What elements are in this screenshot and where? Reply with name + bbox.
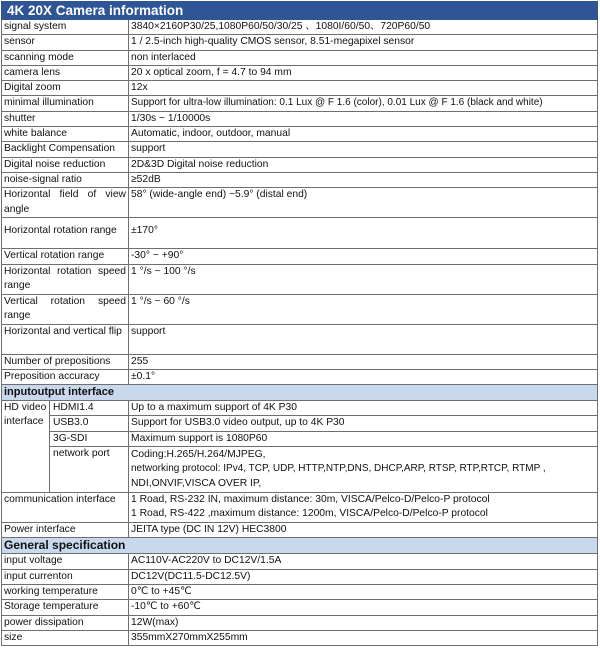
- spec-row: [2, 354, 598, 369]
- spec-label: Horizontal field of view angle: [2, 188, 129, 218]
- spec-label: sensor: [2, 35, 129, 50]
- network-row: [2, 447, 598, 493]
- general-row: [2, 630, 598, 645]
- general-value: 0℃ to +45℃: [129, 584, 598, 599]
- spec-value: 255: [129, 354, 598, 369]
- hd-sub-label: USB3.0: [50, 416, 129, 431]
- spec-value: 12x: [129, 81, 598, 96]
- spec-row: [2, 127, 598, 142]
- general-row: [2, 615, 598, 630]
- spec-label: Horizontal rotation speed range: [2, 264, 129, 294]
- spec-label: Horizontal rotation range: [2, 218, 129, 249]
- communication-value: [129, 493, 598, 523]
- general-value: AC110V-AC220V to DC12V/1.5A: [129, 554, 598, 569]
- network-protocol-line: networking protocol: IPv4, TCP, UDP, HTTP,NTP,DNS, DHCP,ARP, RTSP, RTP,RTCP, RTMP ,: [131, 463, 546, 475]
- spec-label: camera lens: [2, 65, 129, 80]
- spec-row: [2, 249, 598, 264]
- power-interface-row: [2, 523, 598, 538]
- spec-value: support: [129, 324, 598, 354]
- io-header-row: [2, 385, 598, 401]
- general-label: size: [2, 630, 129, 645]
- spec-row: [2, 369, 598, 384]
- spec-label: signal system: [2, 20, 129, 35]
- power-interface-label: Power interface: [2, 523, 129, 538]
- spec-row: [2, 111, 598, 126]
- spec-label: Horizontal and vertical flip: [2, 324, 129, 354]
- spec-row: [2, 218, 598, 249]
- hd-sub-value: Up to a maximum support of 4K P30: [129, 401, 598, 416]
- spec-row: [2, 50, 598, 65]
- spec-label: shutter: [2, 111, 129, 126]
- title-row: [2, 2, 598, 20]
- spec-label: Digital noise reduction: [2, 157, 129, 172]
- page-title: 4K 20X Camera information: [2, 2, 598, 20]
- hd-sub-label: 3G-SDI: [50, 431, 129, 446]
- spec-value: 1/30s ~ 1/10000s: [129, 111, 598, 126]
- communication-line-rs422: 1 Road, RS-422 ,maximum distance: 1200m, VISCA/Pelco-D/Pelco-P protocol: [131, 508, 488, 520]
- communication-line-rs232: 1 Road, RS-232 IN, maximum distance: 30m, VISCA/Pelco-D/Pelco-P protocol: [131, 494, 490, 506]
- general-value: 355mmX270mmX255mm: [129, 630, 598, 645]
- spec-label: Backlight Compensation: [2, 142, 129, 157]
- general-label: Storage temperature: [2, 600, 129, 615]
- spec-row: [2, 264, 598, 294]
- spec-row: [2, 172, 598, 187]
- spec-row: [2, 35, 598, 50]
- general-label: power dissipation: [2, 615, 129, 630]
- general-label: working temperature: [2, 584, 129, 599]
- spec-row: [2, 188, 598, 218]
- spec-label: Digital zoom: [2, 81, 129, 96]
- general-row: [2, 554, 598, 569]
- communication-label: communication interface: [2, 493, 129, 523]
- spec-value: Automatic, indoor, outdoor, manual: [129, 127, 598, 142]
- general-value: -10℃ to +60℃: [129, 600, 598, 615]
- spec-label: Vertical rotation range: [2, 249, 129, 264]
- spec-value: non interlaced: [129, 50, 598, 65]
- spec-row: [2, 157, 598, 172]
- spec-label: Number of prepositions: [2, 354, 129, 369]
- general-label: input voltage: [2, 554, 129, 569]
- hd-sub-value: Support for USB3.0 video output, up to 4K P30: [129, 416, 598, 431]
- general-row: [2, 600, 598, 615]
- general-value: DC12V(DC11.5-DC12.5V): [129, 569, 598, 584]
- spec-row: [2, 65, 598, 80]
- spec-value: support: [129, 142, 598, 157]
- spec-value: 3840×2160P30/25,1080P60/50/30/25 、1080I/60/50、720P60/50: [129, 20, 598, 35]
- general-row: [2, 584, 598, 599]
- spec-row: [2, 142, 598, 157]
- spec-row: [2, 294, 598, 324]
- spec-label: Vertical rotation speed range: [2, 294, 129, 324]
- spec-value: 1 °/s ~ 60 °/s: [129, 294, 598, 324]
- general-label: input currenton: [2, 569, 129, 584]
- spec-value: ≥52dB: [129, 172, 598, 187]
- network-port-value: [129, 447, 598, 493]
- hd-sub-label: HDMI1.4: [50, 401, 129, 416]
- spec-value: ±0.1°: [129, 369, 598, 384]
- spec-label: white balance: [2, 127, 129, 142]
- spec-sheet: [1, 1, 598, 646]
- hd-video-group-label: HD video interface: [2, 401, 50, 493]
- hd-row: [2, 401, 598, 416]
- general-header-row: [2, 538, 598, 554]
- spec-value: 1 °/s ~ 100 °/s: [129, 264, 598, 294]
- section-header-general: General specification: [2, 538, 598, 554]
- spec-value: 2D&3D Digital noise reduction: [129, 157, 598, 172]
- hd-row: [2, 416, 598, 431]
- spec-label: noise-signal ratio: [2, 172, 129, 187]
- spec-value: 1 / 2.5-inch high-quality CMOS sensor, 8.51-megapixel sensor: [129, 35, 598, 50]
- spec-value: -30° ~ +90°: [129, 249, 598, 264]
- network-port-label: network port: [50, 447, 129, 493]
- hd-row: [2, 431, 598, 446]
- network-coding-line: Coding:H.265/H.264/MJPEG,: [131, 449, 266, 461]
- network-protocol-line-2: NDI,ONVIF,VISCA OVER IP,: [131, 477, 262, 489]
- spec-row: [2, 20, 598, 35]
- spec-value: 58° (wide-angle end) ~5.9° (distal end): [129, 188, 598, 218]
- spec-value: 20 x optical zoom, f = 4.7 to 94 mm: [129, 65, 598, 80]
- power-interface-value: JEITA type (DC IN 12V) HEC3800: [129, 523, 598, 538]
- general-value: 12W(max): [129, 615, 598, 630]
- spec-value: Support for ultra-low illumination: 0.1 Lux @ F 1.6 (color), 0.01 Lux @ F 1.6 (black and white): [129, 96, 598, 111]
- section-header-io: inputoutput interface: [2, 385, 598, 401]
- spec-label: scanning mode: [2, 50, 129, 65]
- communication-row: [2, 493, 598, 523]
- general-row: [2, 569, 598, 584]
- spec-row: [2, 96, 598, 111]
- spec-value: ±170°: [129, 218, 598, 249]
- spec-row: [2, 324, 598, 354]
- spec-row: [2, 81, 598, 96]
- hd-sub-value: Maximum support is 1080P60: [129, 431, 598, 446]
- spec-label: Preposition accuracy: [2, 369, 129, 384]
- spec-table: [1, 1, 598, 646]
- spec-label: minimal illumination: [2, 96, 129, 111]
